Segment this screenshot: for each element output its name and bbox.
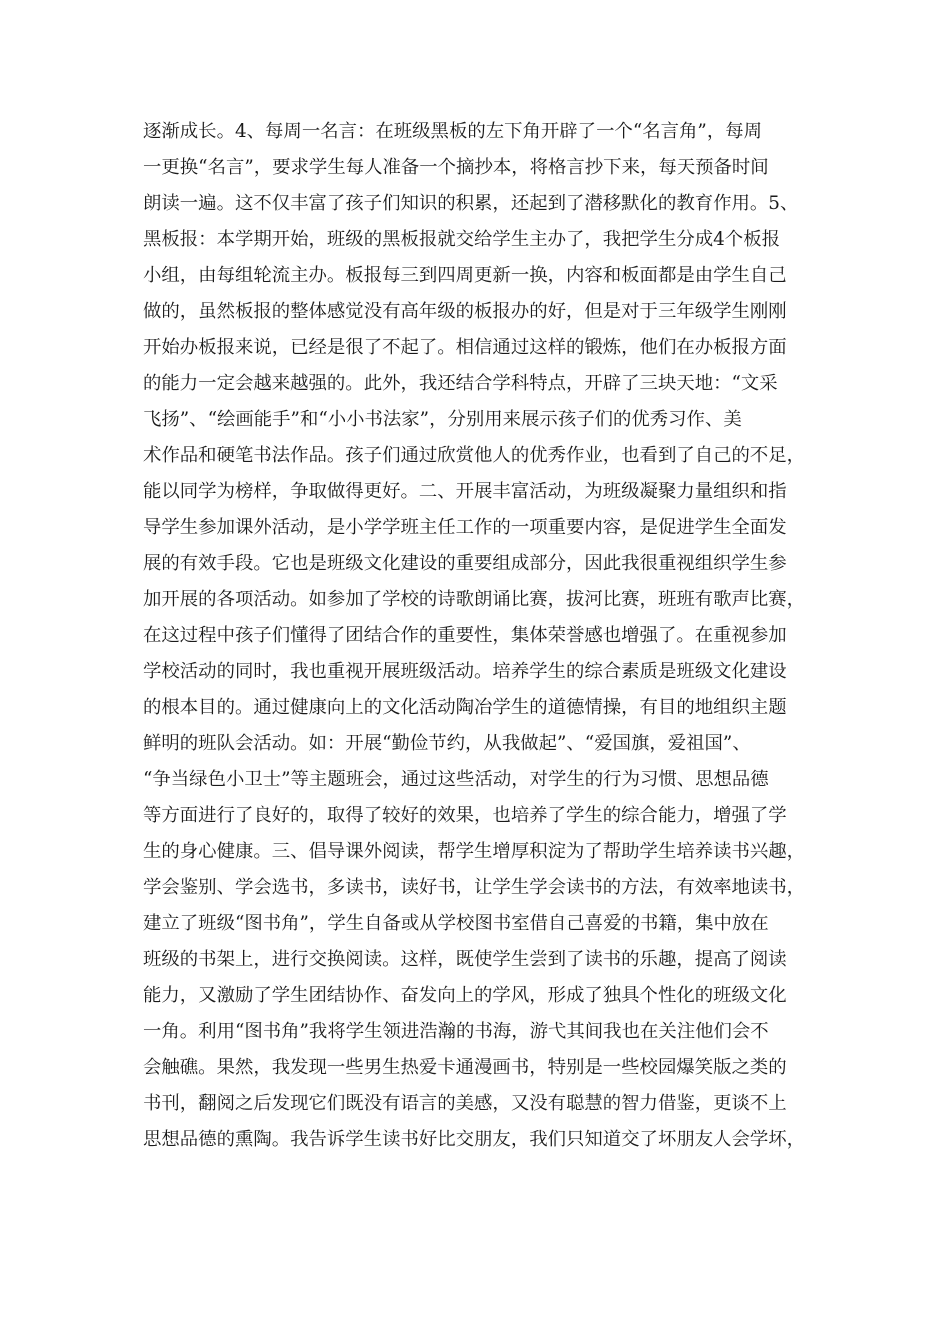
text-line: 黑板报：本学期开始，班级的黑板报就交给学生主办了，我把学生分成4个板报: [143, 229, 780, 250]
text-line: 能以同学为榜样，争取做得更好。二、开展丰富活动，为班级凝聚力量组织和指: [143, 481, 787, 502]
text-line: 学校活动的同时，我也重视开展班级活动。培养学生的综合素质是班级文化建设: [143, 661, 787, 682]
text-line: 开始办板报来说，已经是很了不起了。相信通过这样的锻炼，他们在办板报方面: [143, 337, 787, 358]
text-line: 逐渐成长。4、每周一名言：在班级黑板的左下角开辟了一个“名言角”，每周: [143, 121, 763, 142]
text-line: 展的有效手段。它也是班级文化建设的重要组成部分，因此我很重视组织学生参: [143, 553, 787, 574]
text-line: 能力，又激励了学生团结协作、奋发向上的学风，形成了独具个性化的班级文化: [143, 985, 787, 1006]
text-line: 术作品和硬笔书法作品。孩子们通过欣赏他人的优秀作业，也看到了自己的不足，: [143, 445, 806, 466]
text-line: 班级的书架上，进行交换阅读。这样，既使学生尝到了读书的乐趣，提高了阅读: [143, 949, 787, 970]
text-line: 的根本目的。通过健康向上的文化活动陶冶学生的道德情操，有目的地组织主题: [143, 697, 787, 718]
text-line: 思想品德的熏陶。我告诉学生读书好比交朋友，我们只知道交了坏朋友人会学坏，: [143, 1129, 806, 1150]
text-line: 生的身心健康。三、倡导课外阅读，帮学生增厚积淀为了帮助学生培养读书兴趣，: [143, 841, 806, 862]
text-line: 朗读一遍。这不仅丰富了孩子们知识的积累，还起到了潜移默化的教育作用。5、: [143, 193, 799, 214]
text-line: 一角。利用“图书角”我将学生领进浩瀚的书海，游弋其间我也在关注他们会不: [143, 1021, 769, 1042]
text-line: 小组，由每组轮流主办。板报每三到四周更新一换，内容和板面都是由学生自己: [143, 265, 787, 286]
text-line: 鲜明的班队会活动。如：开展“勤俭节约，从我做起”、“爱国旗，爱祖国”、: [143, 733, 751, 754]
text-line: 一更换“名言”，要求学生每人准备一个摘抄本，将格言抄下来，每天预备时间: [143, 157, 769, 178]
text-line: 飞扬”、“绘画能手”和“小小书法家”，分别用来展示孩子们的优秀习作、美: [143, 409, 742, 430]
text-line: 书刊，翻阅之后发现它们既没有语言的美感，又没有聪慧的智力借鉴，更谈不上: [143, 1093, 787, 1114]
text-line: 的能力一定会越来越强的。此外，我还结合学科特点，开辟了三块天地：“文采: [143, 373, 778, 394]
text-line: 建立了班级“图书角”，学生自备或从学校图书室借自己喜爱的书籍，集中放在: [143, 913, 769, 934]
text-line: 会触礁。果然，我发现一些男生热爱卡通漫画书，特别是一些校园爆笑版之类的: [143, 1057, 787, 1078]
text-line: 导学生参加课外活动，是小学学班主任工作的一项重要内容，是促进学生全面发: [143, 517, 787, 538]
body-text: [143, 114, 823, 1158]
text-line: 加开展的各项活动。如参加了学校的诗歌朗诵比赛，拔河比赛，班班有歌声比赛，: [143, 589, 806, 610]
text-line: “争当绿色小卫士”等主题班会，通过这些活动，对学生的行为习惯、思想品德: [143, 769, 769, 790]
text-line: 学会鉴别、学会选书，多读书，读好书，让学生学会读书的方法，有效率地读书，: [143, 877, 806, 898]
text-line: 等方面进行了良好的，取得了较好的效果，也培养了学生的综合能力，增强了学: [143, 805, 787, 826]
text-line: 在这过程中孩子们懂得了团结合作的重要性，集体荣誉感也增强了。在重视参加: [143, 625, 787, 646]
text-line: 做的，虽然板报的整体感觉没有高年级的板报办的好，但是对于三年级学生刚刚: [143, 301, 787, 322]
